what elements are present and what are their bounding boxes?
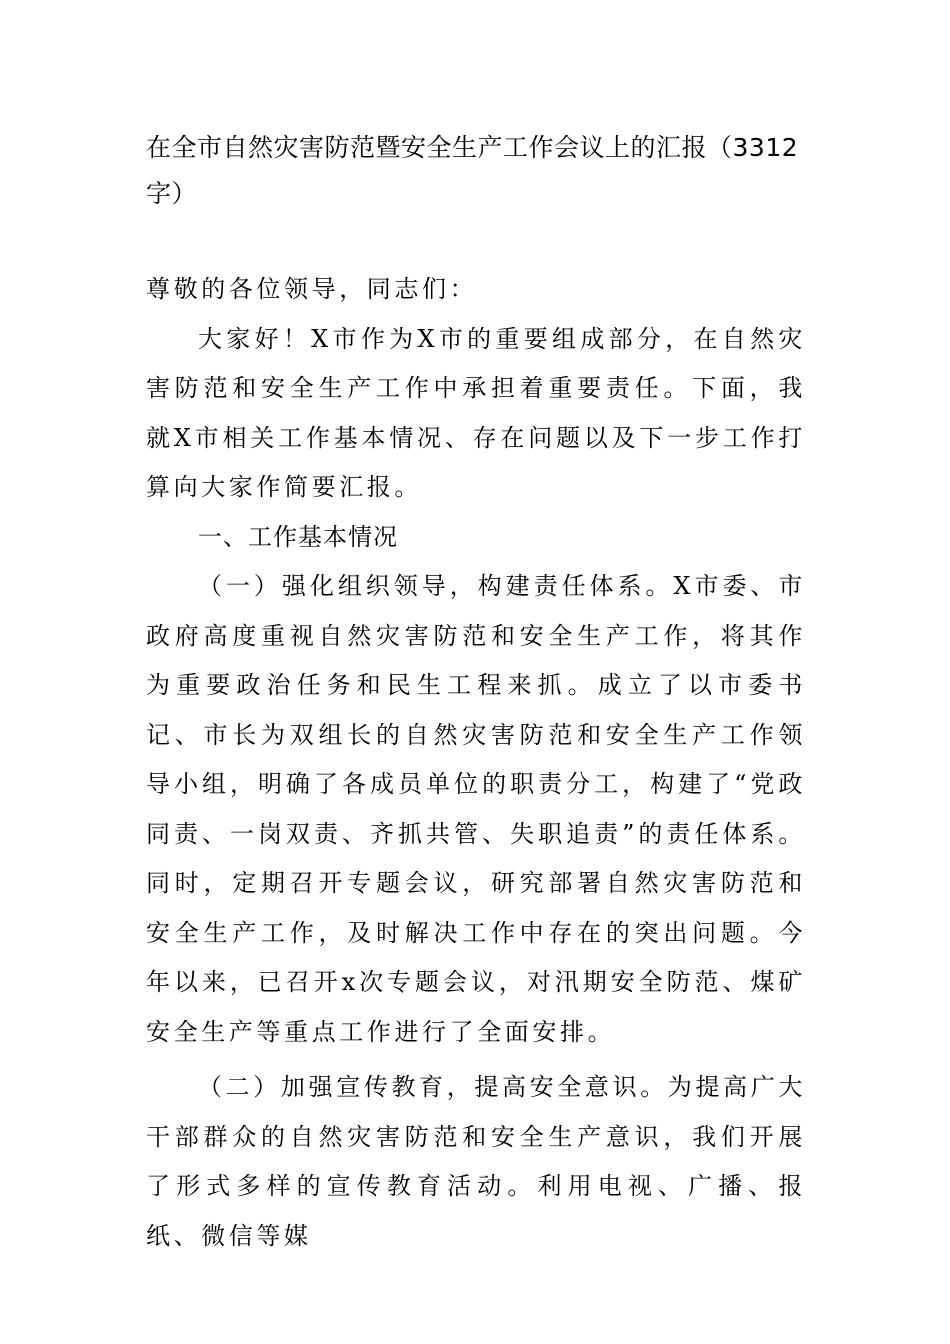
document-page (146, 125, 806, 1261)
document-title: 在全市自然灾害防范暨安全生产工作会议上的汇报（3312字） (146, 133, 799, 208)
salutation: 尊敬的各位领导，同志们： (146, 275, 478, 303)
section-1-item-2: （二）加强宣传教育，提高安全意识。为提高广大干部群众的自然灾害防范和安全生产意识，我们开展了形式多样的宣传教育活动。利用电视、广播、报纸、微信等媒 (146, 1073, 806, 1250)
section-1-item-1: （一）强化组织领导，构建责任体系。X市委、市政府高度重视自然灾害防范和安全生产工作，将其作为重要政治任务和民生工程来抓。成立了以市委书记、市长为双组长的自然灾害防范和安全生产工作领导小组，明确了各成员单位的职责分工，构建了“党政同责、一岗双责、齐抓共管、失职追责”的责任体系。同时，定期召开专题会议，研究部署自然灾害防范和安全生产工作，及时解决工作中存在的突出问题。今年以来，已召开x次专题会议，对汛期安全防范、煤矿安全生产等重点工作进行了全面安排。 (146, 572, 806, 1046)
intro-paragraph: 大家好！X市作为X市的重要组成部分，在自然灾害防范和安全生产工作中承担着重要责任。下面，我就X市相关工作基本情况、存在问题以及下一步工作打算向大家作简要汇报。 (146, 324, 806, 501)
section-heading-1: 一、工作基本情况 (198, 522, 398, 551)
